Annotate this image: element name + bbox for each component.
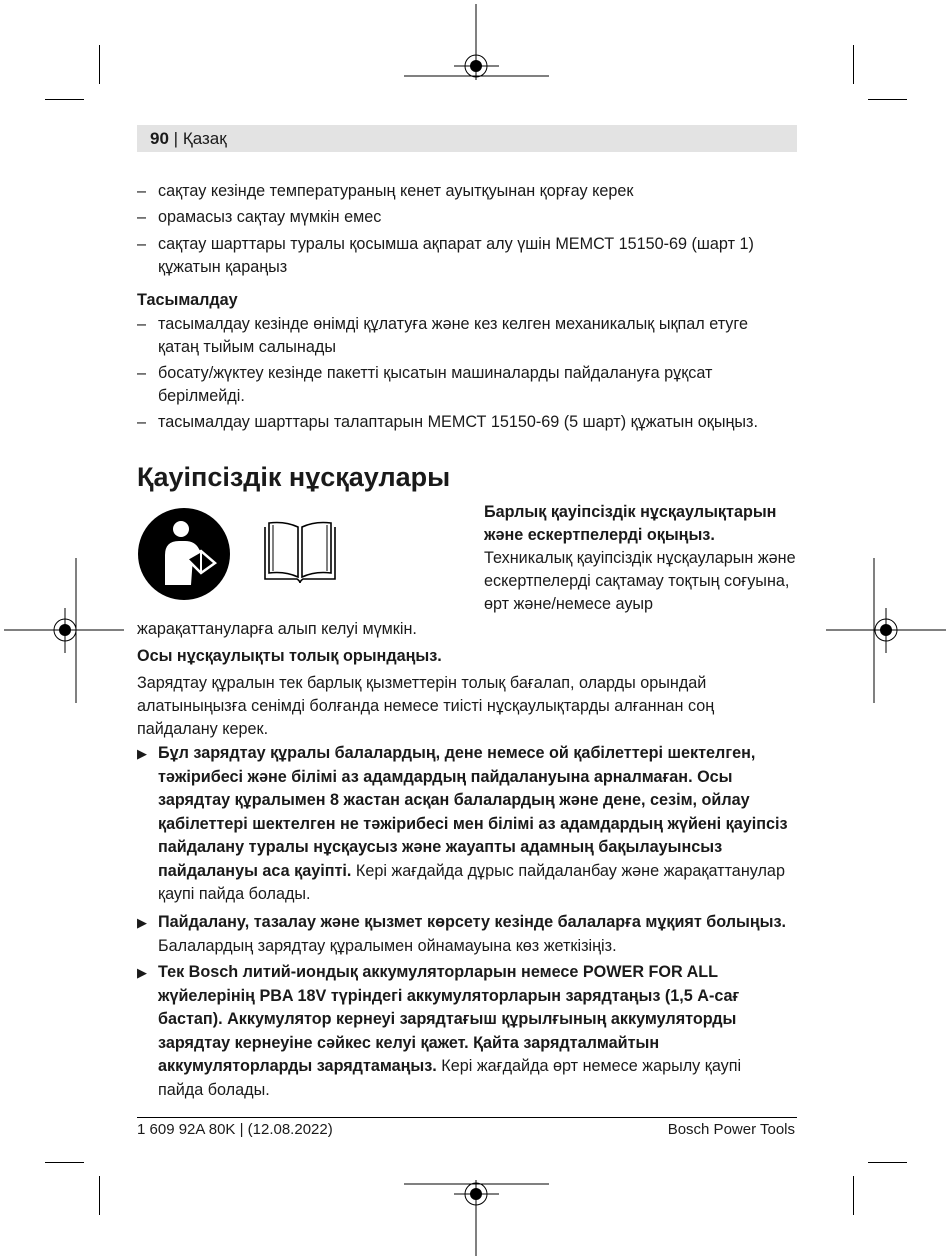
crop-mark: [853, 45, 854, 84]
crop-mark: [853, 1176, 854, 1215]
bullet-triangle-icon: ▶: [137, 915, 147, 930]
list-item: – тасымалдау кезінде өнімді құлатуға және кез келген механикалық ықпал етуге қатаң тыйым салынады: [137, 315, 748, 356]
page-header: [150, 129, 227, 149]
list-item: – сақтау кезінде температураның кенет ауытқуынан қорғау керек: [137, 182, 634, 200]
intro-paragraph: Зарядтау құралын тек барлық қызметтерін толық бағалап, оларды орындай алатыныңызға сенімді болғанда немесе тиісті нұсқаулықтарды алғаннан соң пайдалану керек.: [137, 674, 715, 738]
crop-mark: [99, 1176, 100, 1215]
open-book-icon: [261, 519, 339, 587]
header-language: Қазақ: [182, 129, 227, 148]
footer-rule: [137, 1117, 797, 1118]
footer-doc-id: 1 609 92A 80K | (12.08.2022): [137, 1121, 333, 1138]
list-item: ▶ Бұл зарядтау құралы балалардың, дене немесе ой қабілеттері шектелген, тәжірибесі және білімі аз адамдардың пайдалануына арналмаған. Осы зарядтау құралымен 8 жастан асқан балалардың және дене, сезім, ойлау қабілеттері шектелген не тәжірибесі мен білімі аз адамдардың жүйені қауіпсіз пайдалану туралы нұсқаусыз және жауапты адамның бақылауынсыз пайдалануы аса қауіпті. Кері жағдайда дұрыс пайдаланбау және жарақаттанулар қаупі пайда болады.: [137, 744, 788, 903]
list-item: ▶ Тек Bosch литий-иондық аккумуляторларын немесе POWER FOR ALL жүйелерінің PBA 18V түріндегі аккумуляторларын зарядтаңыз (1,5 А-сағ бастап). Аккумулятор кернеуі зарядтағыш құрылғының аккумуляторды зарядтау кернеуіне сәйкес келуі қажет. Қайта зарядталмайтын аккумуляторларды зарядтамаңыз. Кері жағдайда өрт немесе жарылу қаупі пайда болады.: [137, 963, 742, 1099]
footer-brand: Bosch Power Tools: [667, 1121, 795, 1138]
warning-bold: Барлық қауіпсіздік нұсқаулықтарын және ескертпелерді оқыңыз.: [484, 503, 777, 544]
crop-mark: [868, 99, 907, 100]
registration-mark-icon: [404, 1180, 549, 1256]
list-item: ▶ Пайдалану, тазалау және қызмет көрсету кезінде балаларға мұқият болыңыз. Балалардың зарядтау құралымен ойнамауына көз жеткізіңіз.: [137, 913, 787, 955]
page-number: 90: [150, 129, 169, 148]
warning-continuation: жарақаттануларға алып келуі мүмкін.: [137, 620, 417, 638]
list-item: – орамасыз сақтау мүмкін емес: [137, 208, 382, 226]
registration-mark-icon: [826, 558, 946, 703]
warning-text: Техникалық қауіпсіздік нұсқауларын және ескертпелерді сақтамау тоқтың соғуына, өрт және/немесе ауыр: [484, 549, 796, 613]
list-item: – сақтау шарттары туралы қосымша ақпарат алу үшін МЕМСТ 15150-69 (шарт 1) құжатын қараңыз: [137, 235, 754, 276]
section-title: Қауіпсіздік нұсқаулары: [137, 462, 451, 492]
crop-mark: [868, 1162, 907, 1163]
follow-instructions: Осы нұсқаулықты толық орындаңыз.: [137, 647, 442, 665]
bullet-triangle-icon: ▶: [137, 965, 147, 980]
crop-mark: [45, 1162, 84, 1163]
read-manual-person-icon: [137, 507, 231, 601]
transport-heading: Тасымалдау: [137, 291, 238, 309]
safety-warning: [484, 501, 804, 616]
crop-mark: [45, 99, 84, 100]
list-item: – тасымалдау шарттары талаптарын МЕМСТ 15150-69 (5 шарт) құжатын оқыңыз.: [137, 413, 758, 431]
list-item: – босату/жүктеу кезінде пакетті қысатын машиналарды пайдалануға рұқсат берілмейді.: [137, 364, 713, 405]
registration-mark-icon: [4, 558, 124, 703]
crop-mark: [99, 45, 100, 84]
bullet-triangle-icon: ▶: [137, 746, 147, 761]
header-separator: |: [173, 129, 179, 148]
page-header-bar: [137, 125, 797, 152]
registration-mark-icon: [404, 4, 549, 80]
